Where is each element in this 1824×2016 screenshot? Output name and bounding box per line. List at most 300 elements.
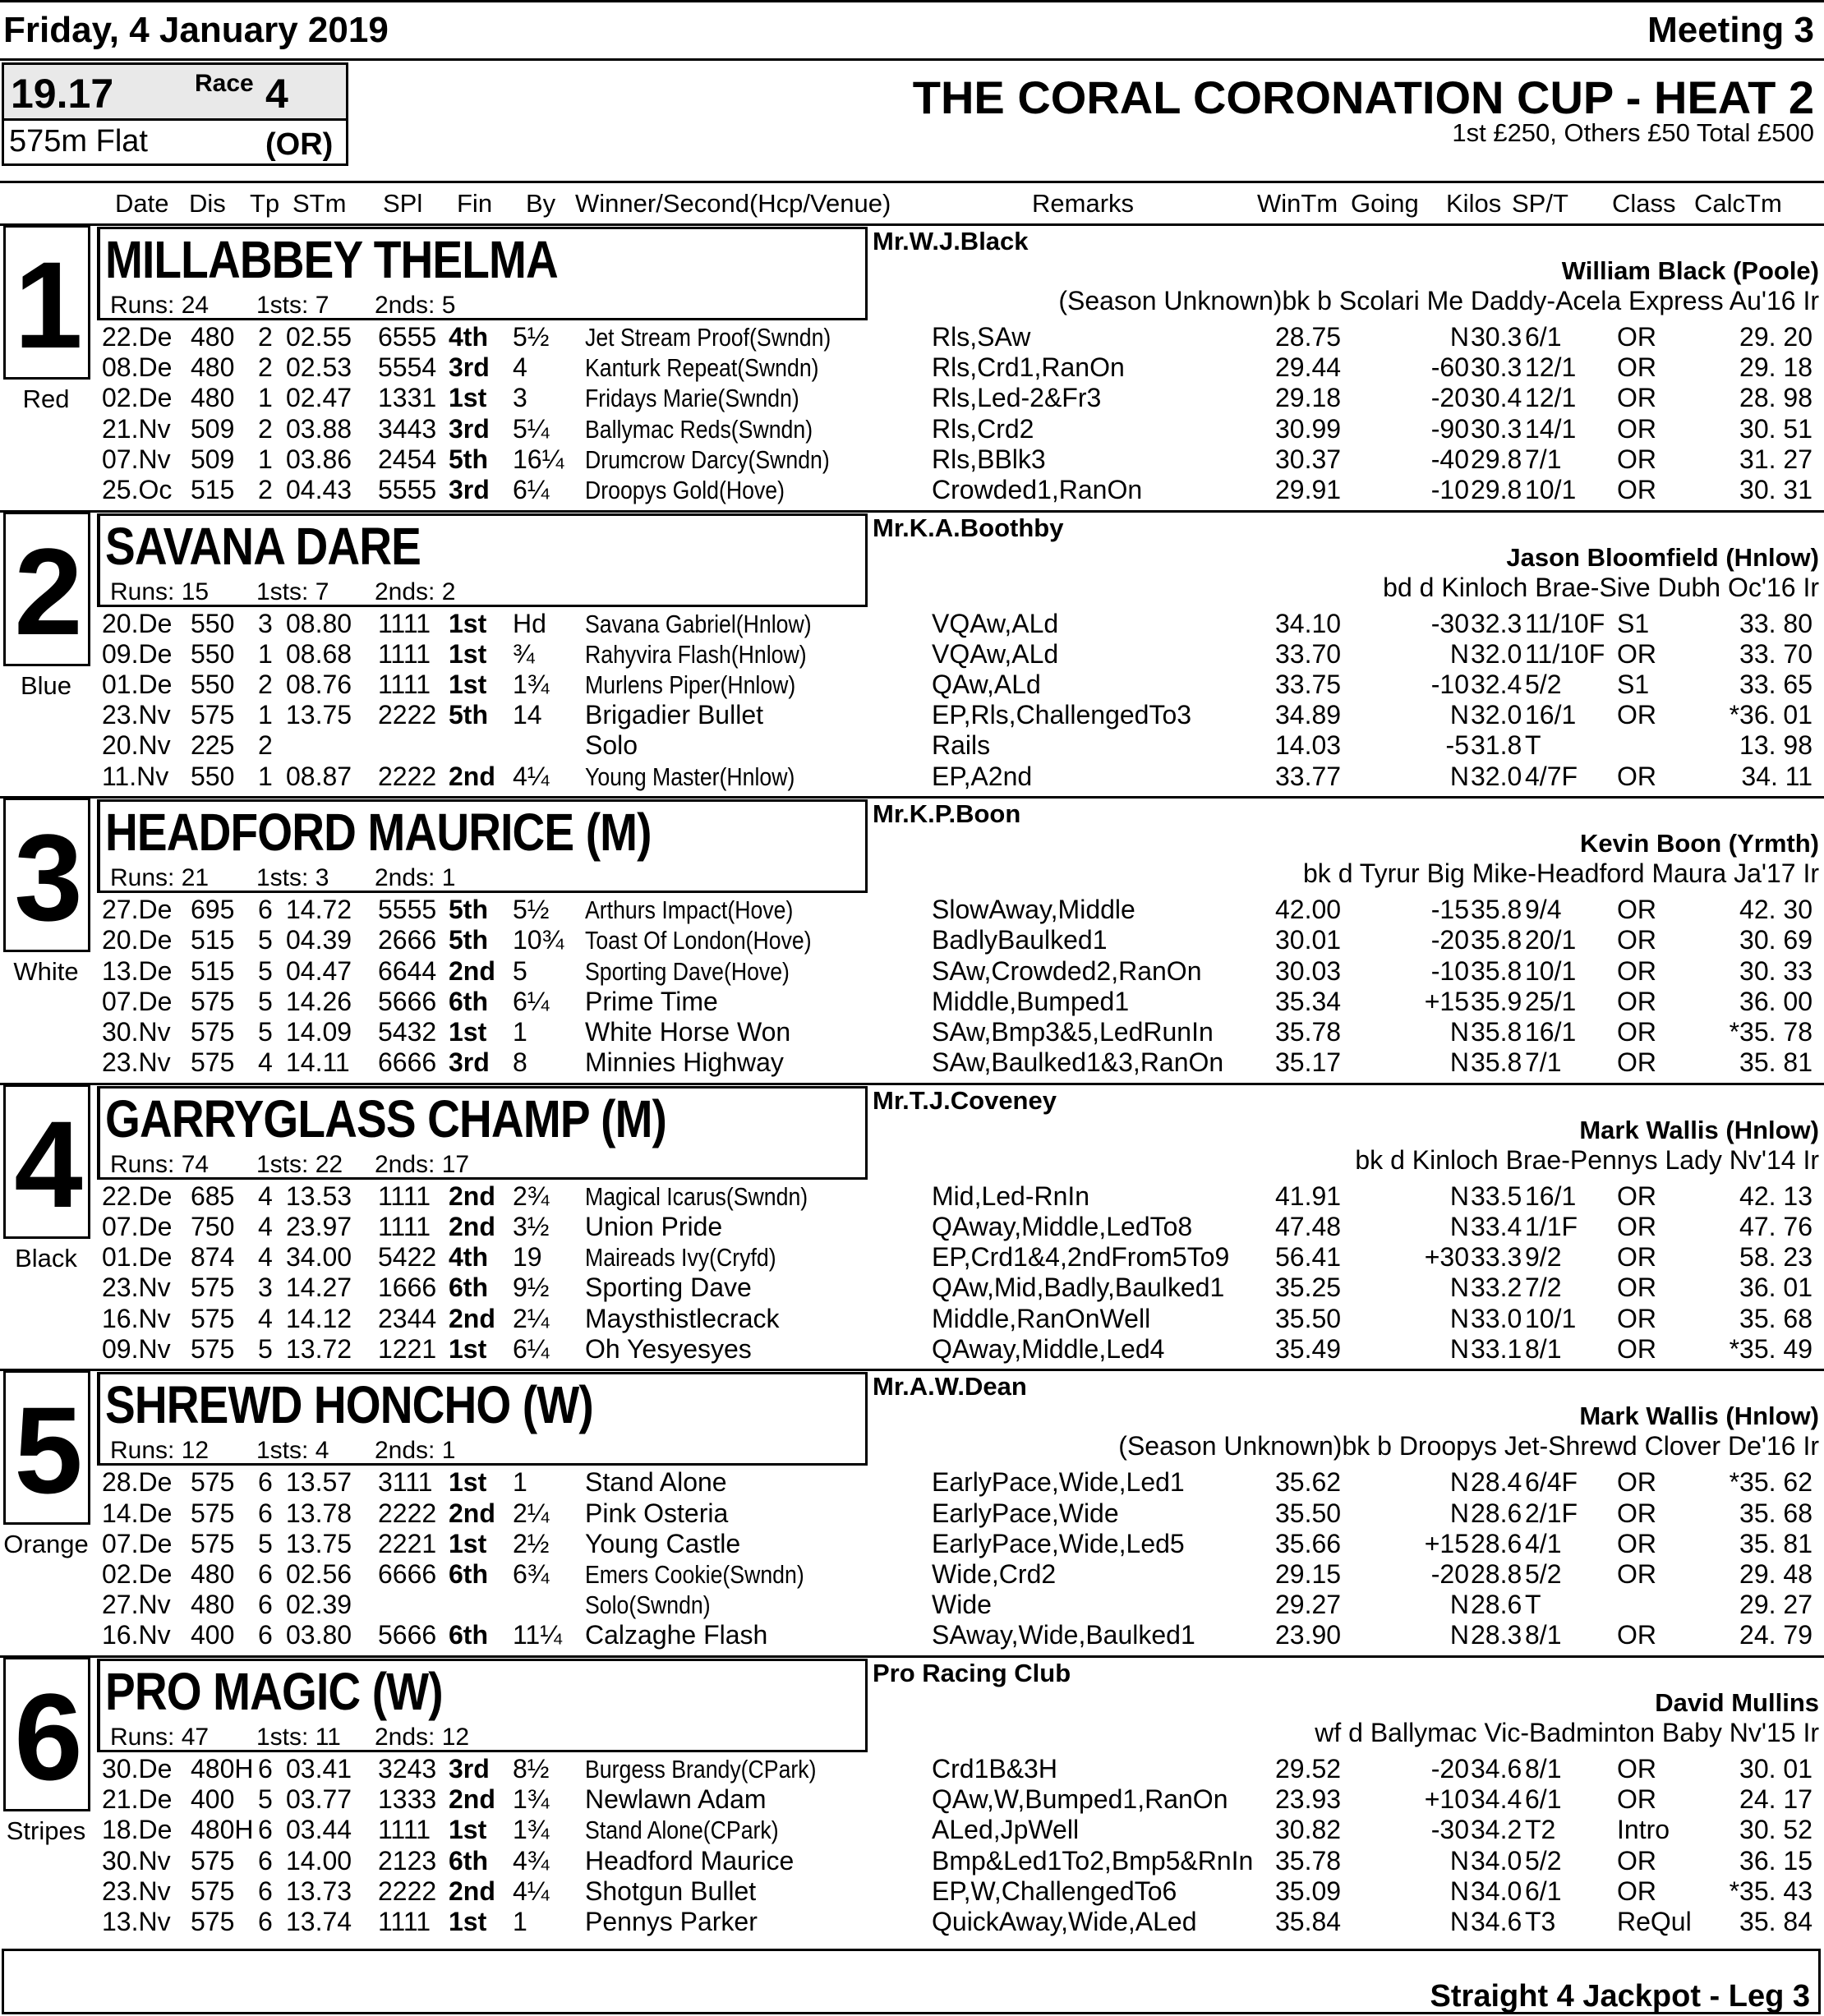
form-calc-time: 36. 01	[1739, 1273, 1812, 1303]
runner-runs: Runs: 74	[110, 1150, 210, 1178]
form-date: 23.Nv	[102, 700, 171, 730]
form-win-time: 30.01	[1275, 925, 1342, 955]
form-remarks: QAway,Middle,Led4	[932, 1333, 1165, 1364]
runner-name: SAVANA DARE	[105, 516, 421, 576]
form-sectional: 14.72	[286, 895, 352, 925]
form-going: N	[1449, 1876, 1469, 1906]
form-class: OR	[1617, 1754, 1656, 1784]
form-winner-second: Murlens Piper(Hnlow)	[585, 670, 796, 699]
form-trap: 6	[258, 1845, 273, 1876]
form-split: 3243	[378, 1754, 437, 1784]
runner-trainer: Kevin Boon (Yrmth)	[1579, 829, 1819, 858]
form-trap: 4	[258, 1303, 273, 1333]
form-distance: 575	[191, 1845, 235, 1876]
form-finish: 1st	[449, 1528, 487, 1558]
form-win-time: 29.18	[1275, 383, 1342, 413]
form-remarks: QAw,Mid,Badly,Baulked1	[932, 1273, 1225, 1303]
form-class: Intro	[1617, 1815, 1670, 1845]
form-finish: 6th	[449, 1558, 488, 1589]
runner-seconds: 2nds: 1	[375, 864, 456, 892]
trap-colour: Red	[22, 384, 70, 413]
form-kilos: 28.3	[1471, 1620, 1522, 1650]
form-trap: 6	[258, 895, 273, 925]
col-kilos: Kilos	[1446, 189, 1502, 218]
trap-colour: White	[13, 957, 79, 987]
form-sp: 16/1	[1525, 1181, 1577, 1211]
runner-name: HEADFORD MAURICE (M)	[105, 803, 652, 863]
form-sp: T	[1525, 730, 1541, 761]
form-row	[0, 639, 1824, 670]
form-calc-time: 29. 20	[1739, 322, 1812, 352]
form-calc-time: 35. 68	[1739, 1303, 1812, 1333]
form-remarks: Rails	[932, 730, 991, 761]
form-sectional: 03.86	[286, 444, 352, 474]
form-date: 13.Nv	[102, 1907, 171, 1936]
runner-name: MILLABBEY THELMA	[105, 230, 558, 289]
runner-seconds: 2nds: 12	[375, 1724, 470, 1751]
form-distance: 550	[191, 669, 235, 699]
form-remarks: VQAw,ALd	[932, 638, 1059, 669]
form-going: +15	[1424, 986, 1469, 1016]
form-remarks: VQAw,ALd	[932, 608, 1059, 638]
form-sp: 5/2	[1525, 1558, 1562, 1589]
form-class: OR	[1617, 1498, 1656, 1528]
race-number: 4	[265, 71, 288, 117]
form-split: 5666	[378, 1620, 437, 1650]
runner-seconds: 2nds: 1	[375, 1437, 456, 1465]
form-finish: 2nd	[449, 1784, 495, 1815]
form-row	[0, 1047, 1824, 1078]
form-kilos: 30.4	[1471, 383, 1522, 413]
form-sectional: 04.47	[286, 955, 352, 986]
form-row	[0, 925, 1824, 955]
form-by: 2½	[513, 1528, 550, 1558]
form-winner-second: Burgess Brandy(CPark)	[585, 1755, 817, 1784]
form-winner-second: Solo	[585, 730, 638, 761]
trap-number: 2	[3, 512, 90, 666]
form-class: OR	[1617, 1558, 1656, 1589]
form-sp: 16/1	[1525, 1016, 1577, 1047]
form-calc-time: 30. 69	[1739, 925, 1812, 955]
form-class: OR	[1617, 413, 1656, 444]
form-finish: 1st	[449, 1467, 487, 1498]
form-going: -20	[1430, 1558, 1469, 1589]
form-kilos: 32.0	[1471, 700, 1522, 730]
form-row	[0, 1559, 1824, 1590]
form-going: -40	[1430, 444, 1469, 474]
form-split: 6555	[378, 322, 437, 352]
col-by: By	[526, 189, 556, 218]
form-remarks: Mid,Led-RnIn	[932, 1181, 1090, 1211]
form-distance: 515	[191, 925, 235, 955]
form-finish: 6th	[449, 986, 488, 1016]
runner-breeding: bk d Kinloch Brae-Pennys Lady Nv'14 Ir	[1355, 1144, 1819, 1175]
col-calctm: CalcTm	[1694, 189, 1782, 218]
form-sectional: 08.87	[286, 761, 352, 791]
form-row	[0, 1620, 1824, 1650]
runner-owner: Mr.W.J.Black	[873, 227, 1029, 255]
runner-breeding: bk d Tyrur Big Mike-Headford Maura Ja'17 Ir	[1303, 858, 1819, 889]
race-title: THE CORAL CORONATION CUP - HEAT 2	[912, 71, 1814, 123]
form-calc-time: 24. 17	[1739, 1784, 1812, 1815]
form-kilos: 34.0	[1471, 1845, 1522, 1876]
form-date: 23.Nv	[102, 1047, 171, 1078]
form-date: 25.Oc	[102, 475, 173, 504]
form-sectional: 08.76	[286, 669, 352, 699]
form-winner-second: Pennys Parker	[585, 1907, 758, 1936]
form-sp: T3	[1525, 1907, 1556, 1936]
runner-block	[0, 512, 1824, 799]
form-date: 02.De	[102, 383, 173, 413]
form-calc-time: *35. 43	[1729, 1876, 1812, 1906]
form-by: 6¼	[513, 475, 550, 504]
form-win-time: 34.89	[1275, 700, 1342, 730]
form-remarks: Middle,RanOnWell	[932, 1303, 1151, 1333]
form-date: 27.Nv	[102, 1590, 171, 1620]
runner-separator	[0, 1369, 1824, 1371]
form-date: 23.Nv	[102, 1876, 171, 1906]
form-calc-time: 30. 51	[1739, 413, 1812, 444]
form-finish: 3rd	[449, 413, 490, 444]
form-win-time: 30.37	[1275, 444, 1342, 474]
form-kilos: 28.6	[1471, 1528, 1522, 1558]
runner-firsts: 1sts: 4	[256, 1437, 329, 1465]
form-sectional: 02.39	[286, 1590, 352, 1620]
form-going: N	[1449, 1303, 1469, 1333]
form-trap: 1	[258, 761, 273, 791]
form-remarks: Crd1B&3H	[932, 1754, 1057, 1784]
form-sp: 7/2	[1525, 1273, 1562, 1303]
form-win-time: 30.99	[1275, 413, 1342, 444]
form-class: OR	[1617, 1242, 1656, 1273]
form-remarks: SAw,Bmp3&5,LedRunIn	[932, 1016, 1214, 1047]
runner-trainer: Mark Wallis (Hnlow)	[1579, 1402, 1819, 1431]
form-distance: 480	[191, 1558, 235, 1589]
footer-box	[2, 1949, 1821, 2014]
form-sectional: 03.44	[286, 1815, 352, 1845]
form-win-time: 29.27	[1275, 1590, 1342, 1620]
form-finish: 1st	[449, 669, 487, 699]
form-date: 09.De	[102, 638, 173, 669]
form-class: OR	[1617, 352, 1656, 383]
form-remarks: Rls,Crd1,RanOn	[932, 352, 1125, 383]
trap-colour: Orange	[3, 1530, 89, 1559]
form-row	[0, 383, 1824, 413]
form-kilos: 30.3	[1471, 322, 1522, 352]
form-win-time: 30.82	[1275, 1815, 1342, 1845]
runner-firsts: 1sts: 22	[256, 1150, 343, 1178]
form-distance: 575	[191, 1876, 235, 1906]
form-trap: 1	[258, 700, 273, 730]
form-finish: 5th	[449, 925, 488, 955]
form-remarks: EP,W,ChallengedTo6	[932, 1876, 1177, 1906]
form-kilos: 34.0	[1471, 1876, 1522, 1906]
form-win-time: 35.84	[1275, 1907, 1342, 1936]
form-sp: T2	[1525, 1815, 1556, 1845]
form-split: 2454	[378, 444, 437, 474]
form-calc-time: 29. 27	[1739, 1590, 1812, 1620]
form-class: OR	[1617, 1211, 1656, 1241]
form-by: 5	[513, 955, 527, 986]
form-by: 19	[513, 1242, 542, 1273]
form-split: 3443	[378, 413, 437, 444]
form-sectional: 14.09	[286, 1016, 352, 1047]
form-going: -90	[1430, 413, 1469, 444]
form-remarks: EP,Rls,ChallengedTo3	[932, 700, 1192, 730]
form-kilos: 32.3	[1471, 608, 1522, 638]
form-going: N	[1449, 1047, 1469, 1078]
top-rule	[0, 0, 1824, 2]
form-by: 2¾	[513, 1181, 550, 1211]
form-date: 20.Nv	[102, 730, 171, 761]
form-win-time: 33.75	[1275, 669, 1342, 699]
form-kilos: 30.3	[1471, 352, 1522, 383]
form-by: 5¼	[513, 413, 550, 444]
form-distance: 685	[191, 1181, 235, 1211]
form-sp: 25/1	[1525, 986, 1577, 1016]
form-row	[0, 1907, 1824, 1937]
runner-name-box	[97, 513, 868, 607]
form-by: 4¼	[513, 761, 550, 791]
form-calc-time: 42. 13	[1739, 1181, 1812, 1211]
form-kilos: 31.8	[1471, 730, 1522, 761]
form-class: OR	[1617, 925, 1656, 955]
runner-separator	[0, 510, 1824, 513]
form-date: 30.Nv	[102, 1016, 171, 1047]
form-sp: 20/1	[1525, 925, 1577, 955]
form-trap: 6	[258, 1620, 273, 1650]
form-calc-time: 42. 30	[1739, 895, 1812, 925]
form-finish: 2nd	[449, 761, 495, 791]
form-trap: 5	[258, 986, 273, 1016]
runner-owner: Mr.K.A.Boothby	[873, 513, 1064, 542]
form-sectional: 02.56	[286, 1558, 352, 1589]
race-date: Friday, 4 January 2019	[3, 10, 389, 50]
form-by: 6¼	[513, 1333, 550, 1364]
trap-colour: Blue	[20, 670, 72, 700]
form-calc-time: 35. 84	[1739, 1907, 1812, 1936]
form-distance: 509	[191, 444, 235, 474]
form-by: 4¼	[513, 1876, 550, 1906]
runner-seconds: 2nds: 5	[375, 292, 456, 319]
form-finish: 5th	[449, 700, 488, 730]
form-class: OR	[1617, 1620, 1656, 1650]
form-calc-time: 30. 31	[1739, 475, 1812, 504]
form-going: -5	[1445, 730, 1469, 761]
form-remarks: Crowded1,RanOn	[932, 475, 1143, 504]
form-split: 6666	[378, 1558, 437, 1589]
runner-owner: Mr.T.J.Coveney	[873, 1085, 1057, 1115]
form-date: 21.De	[102, 1784, 173, 1815]
form-kilos: 33.0	[1471, 1303, 1522, 1333]
form-sp: T	[1525, 1590, 1541, 1620]
form-win-time: 35.34	[1275, 986, 1342, 1016]
form-sectional: 03.80	[286, 1620, 352, 1650]
form-winner-second: Sporting Dave(Hove)	[585, 956, 790, 986]
form-calc-time: 58. 23	[1739, 1242, 1812, 1273]
runner-name-box	[97, 1372, 868, 1466]
form-distance: 480	[191, 322, 235, 352]
form-trap: 2	[258, 730, 273, 761]
form-distance: 575	[191, 1498, 235, 1528]
form-kilos: 35.8	[1471, 925, 1522, 955]
form-sectional: 03.88	[286, 413, 352, 444]
race-time: 19.17	[11, 71, 114, 117]
form-going: +15	[1424, 1528, 1469, 1558]
form-sectional: 14.27	[286, 1273, 352, 1303]
form-distance: 480	[191, 1590, 235, 1620]
form-winner-second: Calzaghe Flash	[585, 1620, 768, 1650]
form-finish: 2nd	[449, 955, 495, 986]
form-win-time: 41.91	[1275, 1181, 1342, 1211]
form-date: 16.Nv	[102, 1620, 171, 1650]
form-finish: 2nd	[449, 1498, 495, 1528]
form-sp: 12/1	[1525, 383, 1577, 413]
form-win-time: 29.91	[1275, 475, 1342, 504]
form-date: 20.De	[102, 925, 173, 955]
form-going: N	[1449, 1211, 1469, 1241]
form-by: 1¾	[513, 1815, 550, 1845]
form-kilos: 34.6	[1471, 1754, 1522, 1784]
form-winner-second: Prime Time	[585, 986, 718, 1016]
form-win-time: 35.17	[1275, 1047, 1342, 1078]
form-sectional: 14.11	[286, 1047, 350, 1078]
trap-number: 3	[3, 798, 90, 952]
form-row	[0, 987, 1824, 1017]
form-going: N	[1449, 1333, 1469, 1364]
form-class: OR	[1617, 1467, 1656, 1498]
form-by: 16¼	[513, 444, 564, 474]
form-sectional: 02.47	[286, 383, 352, 413]
form-distance: 575	[191, 700, 235, 730]
form-by: 1	[513, 1467, 527, 1498]
form-date: 13.De	[102, 955, 173, 986]
col-date: Date	[115, 189, 169, 218]
form-by: 1	[513, 1907, 527, 1936]
form-going: N	[1449, 1273, 1469, 1303]
form-sectional: 08.68	[286, 638, 352, 669]
col-winner: Winner/Second(Hcp/Venue)	[575, 189, 891, 218]
form-row	[0, 1876, 1824, 1907]
form-sp: 10/1	[1525, 1303, 1577, 1333]
form-class: OR	[1617, 1181, 1656, 1211]
form-finish: 1st	[449, 1333, 487, 1364]
form-remarks: SAw,Baulked1&3,RanOn	[932, 1047, 1224, 1078]
runner-trainer: William Black (Poole)	[1561, 256, 1819, 285]
form-winner-second: Arthurs Impact(Hove)	[585, 895, 794, 925]
form-row	[0, 1846, 1824, 1876]
form-sp: 11/10F	[1525, 638, 1605, 669]
form-distance: 550	[191, 638, 235, 669]
form-trap: 6	[258, 1590, 273, 1620]
form-class: OR	[1617, 986, 1656, 1016]
form-row	[0, 1304, 1824, 1334]
form-winner-second: Toast Of London(Hove)	[585, 926, 812, 955]
form-winner-second: Stand Alone(CPark)	[585, 1816, 779, 1845]
form-kilos: 35.8	[1471, 955, 1522, 986]
race-info-box	[2, 62, 348, 166]
form-row	[0, 670, 1824, 700]
form-trap: 6	[258, 1876, 273, 1906]
col-spl: SPl	[383, 189, 423, 218]
trap-number: 5	[3, 1370, 90, 1525]
form-row	[0, 1498, 1824, 1529]
runner-breeding: bd d Kinloch Brae-Sive Dubh Oc'16 Ir	[1383, 572, 1819, 602]
form-sp: 4/7F	[1525, 761, 1578, 791]
form-going: -10	[1430, 669, 1469, 699]
form-remarks: QAw,ALd	[932, 669, 1041, 699]
form-distance: 575	[191, 1016, 235, 1047]
form-winner-second: White Horse Won	[585, 1016, 791, 1047]
form-calc-time: 29. 48	[1739, 1558, 1812, 1589]
form-winner-second: Minnies Highway	[585, 1047, 784, 1078]
form-finish: 1st	[449, 1907, 487, 1936]
form-kilos: 28.4	[1471, 1467, 1522, 1498]
form-going: -10	[1430, 475, 1469, 504]
form-going: N	[1449, 761, 1469, 791]
form-sp: 6/4F	[1525, 1467, 1578, 1498]
form-sectional: 34.00	[286, 1242, 352, 1273]
form-going: N	[1449, 1498, 1469, 1528]
form-by: 10¾	[513, 925, 564, 955]
form-split: 5432	[378, 1016, 437, 1047]
form-class: OR	[1617, 1016, 1656, 1047]
form-date: 02.De	[102, 1558, 173, 1589]
form-going: -15	[1430, 895, 1469, 925]
form-split: 6666	[378, 1047, 437, 1078]
form-class: OR	[1617, 1047, 1656, 1078]
form-winner-second: Sporting Dave	[585, 1273, 752, 1303]
form-going: N	[1449, 1181, 1469, 1211]
form-finish: 3rd	[449, 475, 490, 504]
form-calc-time: 34. 11	[1741, 761, 1812, 791]
form-date: 28.De	[102, 1467, 173, 1498]
form-distance: 480	[191, 352, 235, 383]
form-finish: 2nd	[449, 1211, 495, 1241]
form-finish: 6th	[449, 1845, 488, 1876]
form-winner-second: Newlawn Adam	[585, 1784, 767, 1815]
form-class: OR	[1617, 383, 1656, 413]
form-split: 1111	[378, 1815, 431, 1845]
form-remarks: QuickAway,Wide,ALed	[932, 1907, 1197, 1936]
form-remarks: SlowAway,Middle	[932, 895, 1135, 925]
form-trap: 2	[258, 475, 273, 504]
form-distance: 575	[191, 1907, 235, 1936]
runner-name: GARRYGLASS CHAMP (M)	[105, 1089, 667, 1148]
form-sp: 5/2	[1525, 669, 1562, 699]
form-win-time: 30.03	[1275, 955, 1342, 986]
runner-trainer: David Mullins	[1655, 1688, 1819, 1717]
form-finish: 5th	[449, 444, 488, 474]
form-row	[0, 1181, 1824, 1212]
runner-block	[0, 225, 1824, 512]
race-grade: (OR)	[265, 127, 334, 162]
form-date: 01.De	[102, 669, 173, 699]
form-going: +30	[1424, 1242, 1469, 1273]
runner-name-box	[97, 1086, 868, 1180]
form-win-time: 35.50	[1275, 1498, 1342, 1528]
form-win-time: 35.49	[1275, 1333, 1342, 1364]
form-trap: 3	[258, 608, 273, 638]
runner-block	[0, 1370, 1824, 1657]
race-distance: 575m Flat	[9, 124, 148, 159]
columns-top-rule	[0, 181, 1824, 183]
form-trap: 6	[258, 1815, 273, 1845]
form-going: N	[1449, 1907, 1469, 1936]
form-finish: 1st	[449, 638, 487, 669]
form-winner-second: Kanturk Repeat(Swndn)	[585, 353, 819, 383]
form-finish: 1st	[449, 1016, 487, 1047]
